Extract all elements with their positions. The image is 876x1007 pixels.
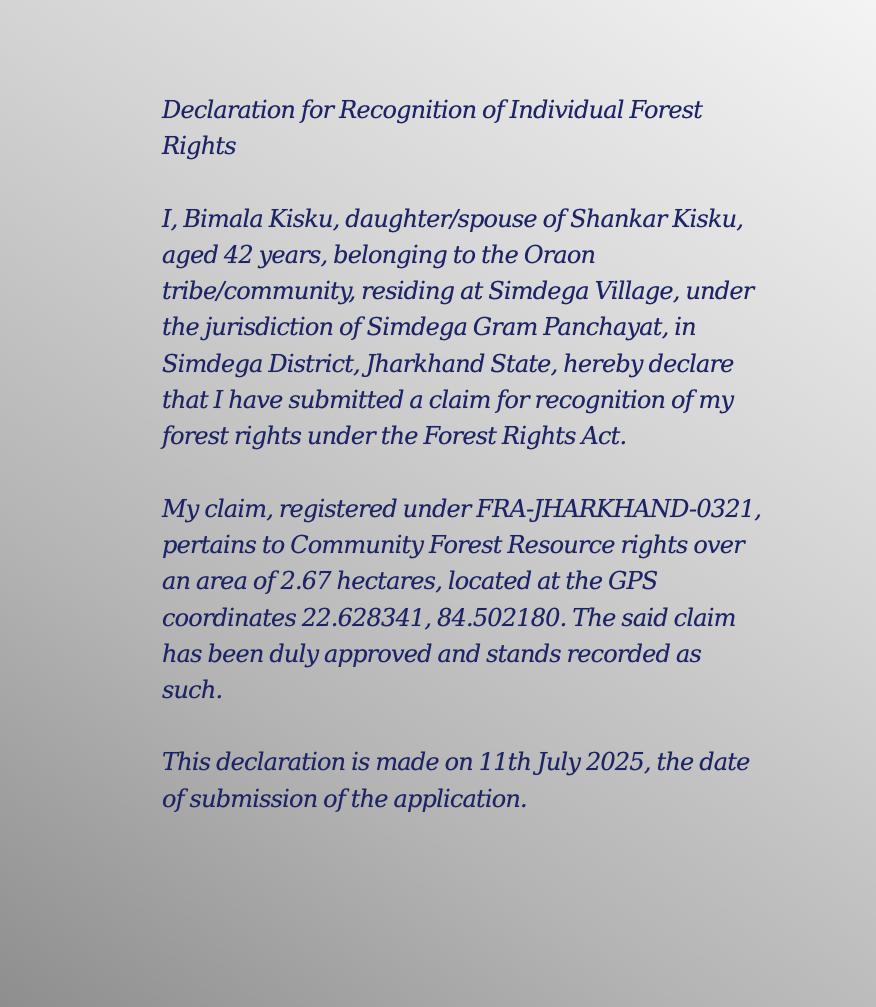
declaration-title: Declaration for Recognition of Individual Forest Rights — [162, 96, 703, 161]
declaration-date-paragraph: This declaration is made on 11th July 2025, the date of submission of the application. — [162, 748, 750, 813]
declaration-body — [162, 92, 762, 853]
claim-details-paragraph: My claim, registered under FRA-JHARKHAND-0321, pertains to Community Forest Resource rights over an area of 2.67 hectares, located at the GPS coordinates 22.628341, 84.502180. The said claim has been duly approved and stands recorded as such. — [162, 494, 762, 705]
declarant-details-paragraph: I, Bimala Kisku, daughter/spouse of Shankar Kisku, aged 42 years, belonging to the Oraon tribe/community, residing at Simdega Village, under the jurisdiction of Simdega Gram Panchayat, in Simdega District, Jharkhand State, hereby declare that I have submitted a claim for recognition of my forest rights under the Forest Rights Act. — [162, 204, 754, 451]
